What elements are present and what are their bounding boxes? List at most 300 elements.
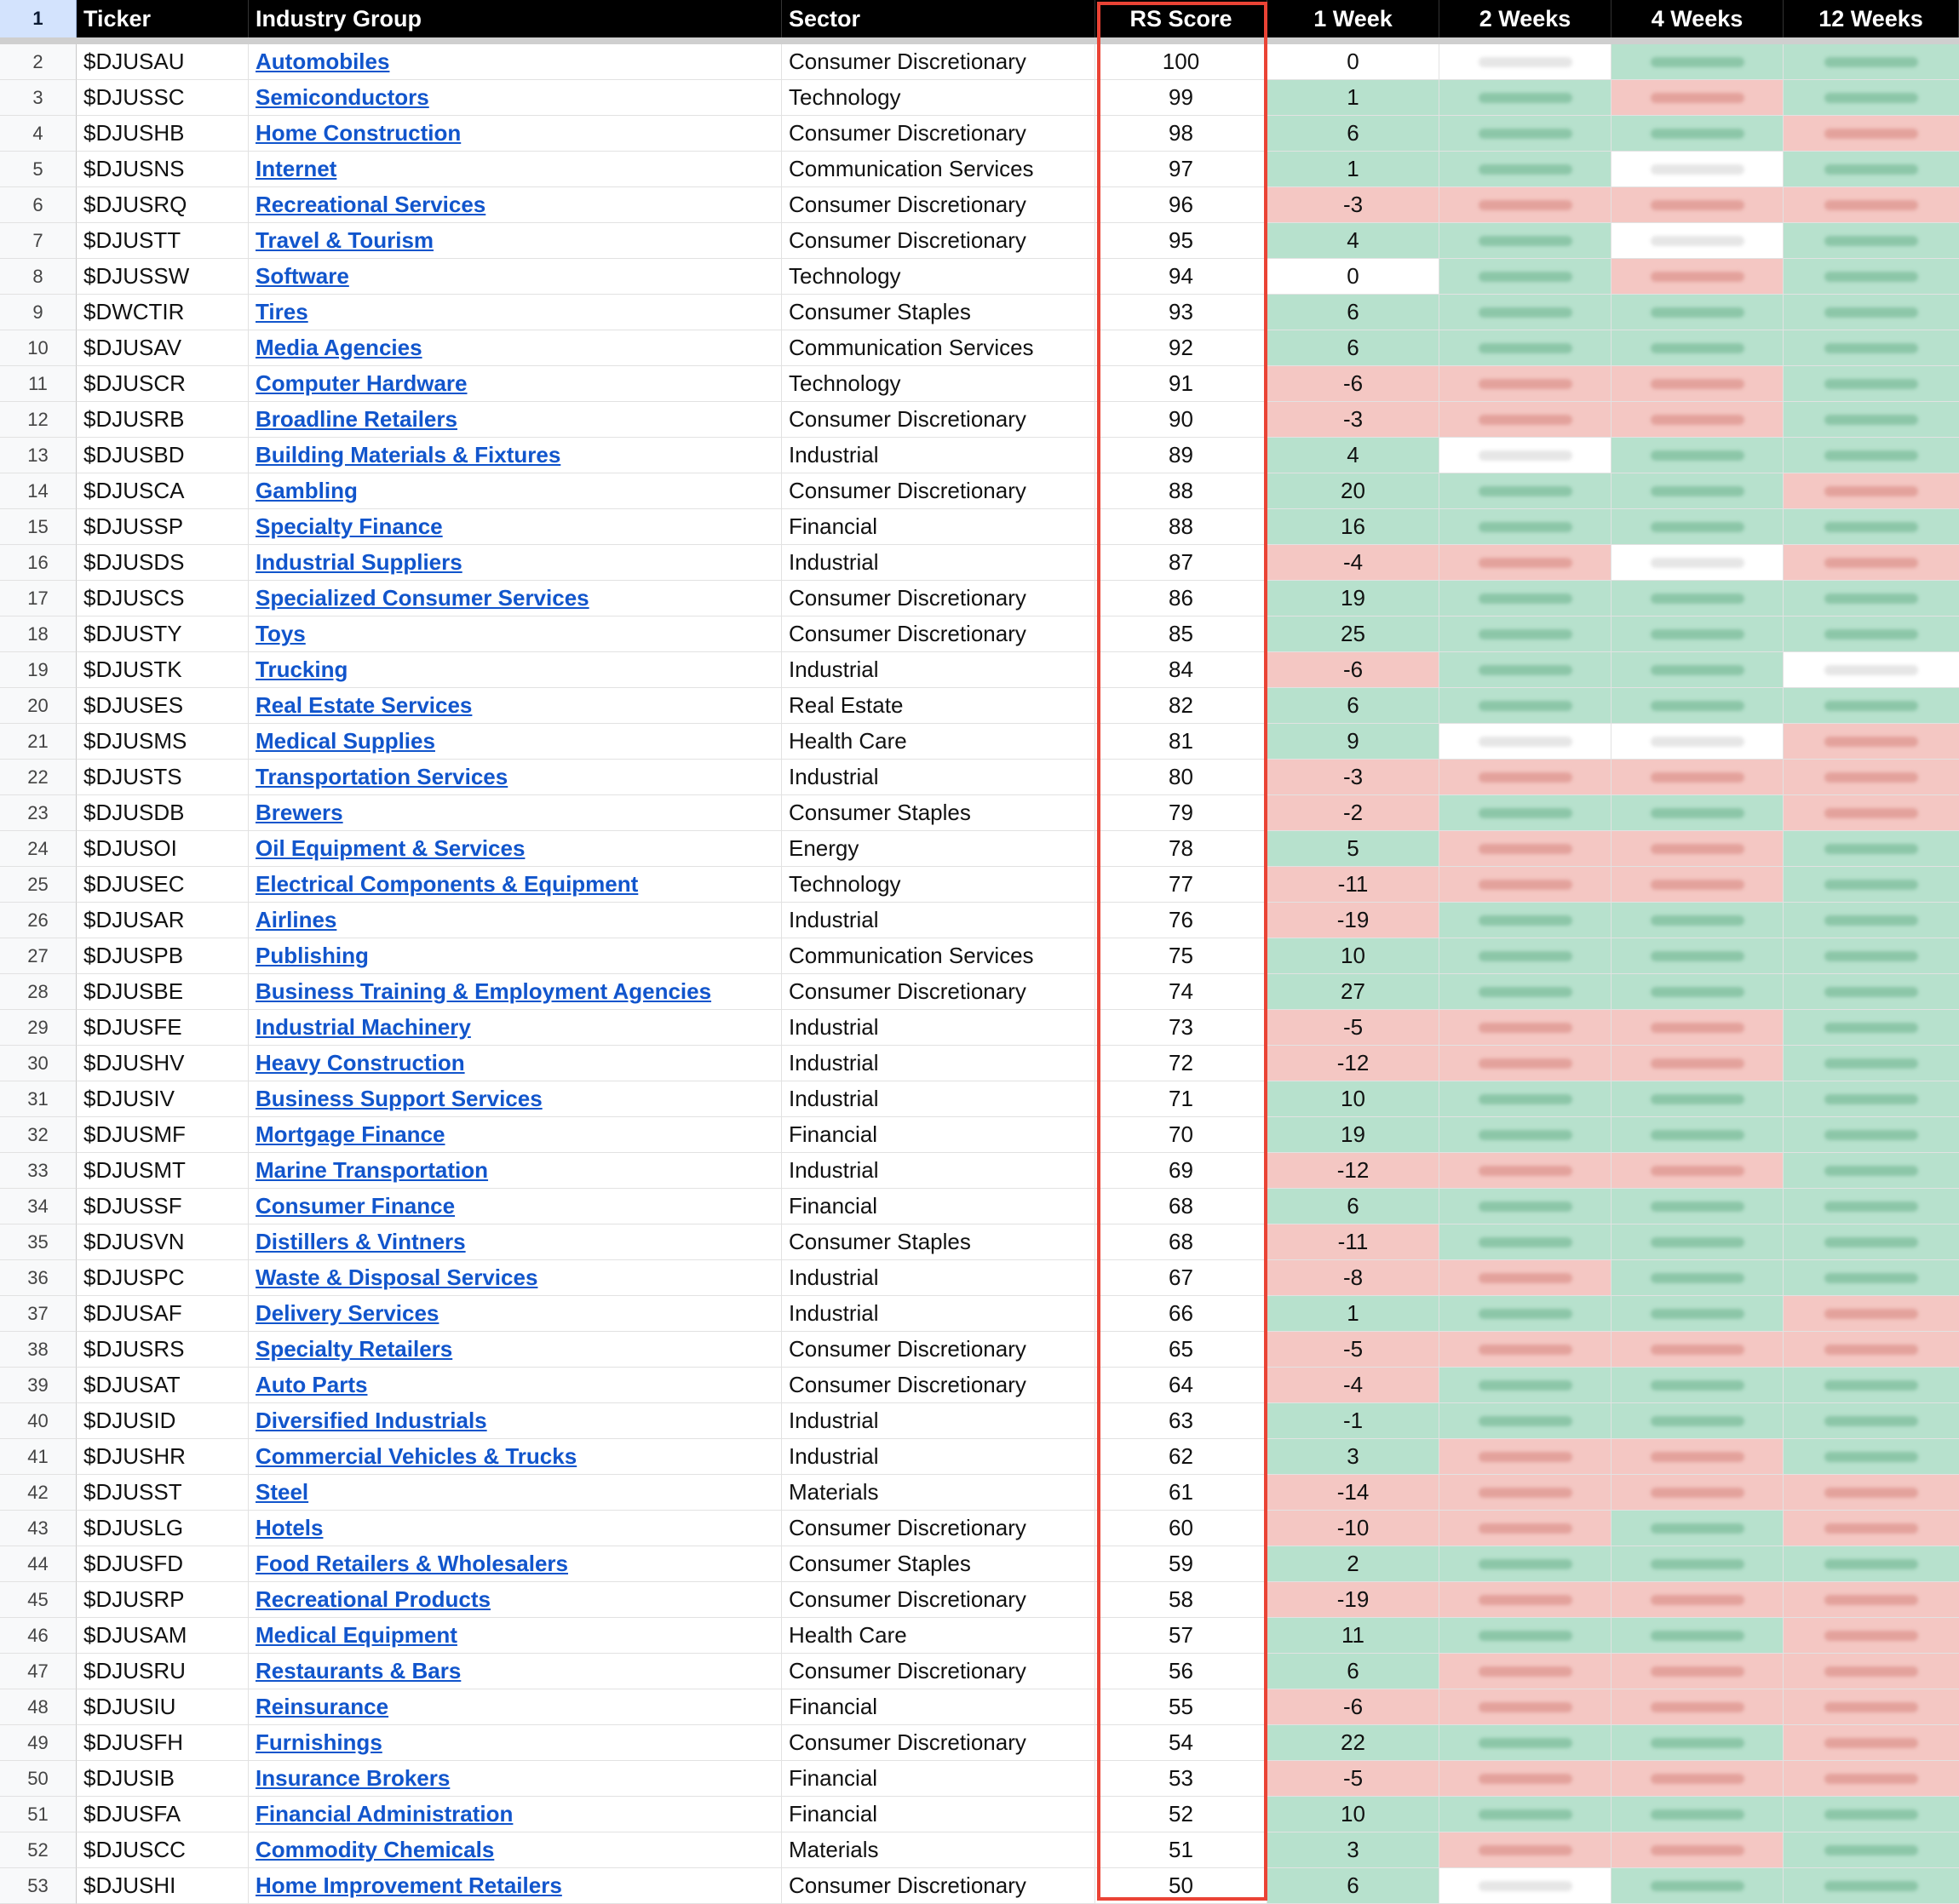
week-1-change-cell[interactable]: 3	[1267, 1439, 1439, 1475]
sector-cell[interactable]: Financial	[782, 1797, 1095, 1832]
weeks-2-change-cell[interactable]	[1439, 581, 1611, 617]
column-header-rs-score[interactable]: RS Score	[1095, 0, 1267, 37]
industry-group-cell[interactable]	[249, 617, 782, 652]
row-number[interactable]: 4	[0, 116, 77, 152]
sector-cell[interactable]: Industrial	[782, 1010, 1095, 1046]
weeks-2-change-cell[interactable]	[1439, 116, 1611, 152]
weeks-4-change-cell[interactable]	[1611, 366, 1784, 402]
industry-group-cell[interactable]	[249, 1153, 782, 1189]
ticker-cell[interactable]: $DJUSDB	[77, 795, 249, 831]
week-1-change-cell[interactable]: 4	[1267, 438, 1439, 473]
weeks-12-change-cell[interactable]	[1784, 652, 1959, 688]
weeks-2-change-cell[interactable]	[1439, 1511, 1611, 1546]
row-number[interactable]: 30	[0, 1046, 77, 1081]
week-1-change-cell[interactable]: -6	[1267, 366, 1439, 402]
weeks-2-change-cell[interactable]	[1439, 795, 1611, 831]
weeks-2-change-cell[interactable]	[1439, 1153, 1611, 1189]
weeks-12-change-cell[interactable]	[1784, 1832, 1959, 1868]
weeks-4-change-cell[interactable]	[1611, 116, 1784, 152]
row-number[interactable]: 49	[0, 1725, 77, 1761]
row-number[interactable]: 44	[0, 1546, 77, 1582]
rs-score-cell[interactable]: 82	[1095, 688, 1267, 724]
row-number[interactable]: 9	[0, 295, 77, 330]
row-number[interactable]: 47	[0, 1654, 77, 1689]
week-1-change-cell[interactable]: 6	[1267, 116, 1439, 152]
row-number[interactable]: 11	[0, 366, 77, 402]
weeks-2-change-cell[interactable]	[1439, 974, 1611, 1010]
weeks-2-change-cell[interactable]	[1439, 760, 1611, 795]
weeks-2-change-cell[interactable]	[1439, 1368, 1611, 1403]
weeks-2-change-cell[interactable]	[1439, 1260, 1611, 1296]
ticker-cell[interactable]: $DJUSCA	[77, 473, 249, 509]
ticker-cell[interactable]: $DWCTIR	[77, 295, 249, 330]
week-1-change-cell[interactable]: -19	[1267, 903, 1439, 938]
ticker-cell[interactable]: $DJUSCS	[77, 581, 249, 617]
week-1-change-cell[interactable]: 16	[1267, 509, 1439, 545]
weeks-2-change-cell[interactable]	[1439, 295, 1611, 330]
sector-cell[interactable]: Health Care	[782, 1618, 1095, 1654]
rs-score-cell[interactable]: 80	[1095, 760, 1267, 795]
column-header-1-week[interactable]: 1 Week	[1267, 0, 1439, 37]
ticker-cell[interactable]: $DJUSRQ	[77, 187, 249, 223]
industry-group-cell[interactable]	[249, 80, 782, 116]
weeks-12-change-cell[interactable]	[1784, 1475, 1959, 1511]
industry-group-cell[interactable]	[249, 259, 782, 295]
sector-cell[interactable]: Communication Services	[782, 152, 1095, 187]
industry-group-link[interactable]: Industrial Machinery	[256, 1014, 471, 1040]
rs-score-cell[interactable]: 50	[1095, 1868, 1267, 1904]
row-number[interactable]: 28	[0, 974, 77, 1010]
rs-score-cell[interactable]: 94	[1095, 259, 1267, 295]
week-1-change-cell[interactable]: -12	[1267, 1046, 1439, 1081]
weeks-12-change-cell[interactable]	[1784, 903, 1959, 938]
weeks-12-change-cell[interactable]	[1784, 187, 1959, 223]
industry-group-cell[interactable]	[249, 1117, 782, 1153]
ticker-cell[interactable]: $DJUSFE	[77, 1010, 249, 1046]
weeks-2-change-cell[interactable]	[1439, 152, 1611, 187]
sector-cell[interactable]: Consumer Discretionary	[782, 1582, 1095, 1618]
industry-group-cell[interactable]	[249, 187, 782, 223]
rs-score-cell[interactable]: 84	[1095, 652, 1267, 688]
weeks-12-change-cell[interactable]	[1784, 1797, 1959, 1832]
industry-group-cell[interactable]	[249, 44, 782, 80]
ticker-cell[interactable]: $DJUSES	[77, 688, 249, 724]
industry-group-link[interactable]: Specialty Retailers	[256, 1336, 453, 1362]
industry-group-link[interactable]: Travel & Tourism	[256, 227, 434, 253]
industry-group-cell[interactable]	[249, 903, 782, 938]
rs-score-cell[interactable]: 97	[1095, 152, 1267, 187]
weeks-4-change-cell[interactable]	[1611, 795, 1784, 831]
week-1-change-cell[interactable]: -4	[1267, 1368, 1439, 1403]
industry-group-link[interactable]: Commercial Vehicles & Trucks	[256, 1443, 577, 1469]
ticker-cell[interactable]: $DJUSAT	[77, 1368, 249, 1403]
sector-cell[interactable]: Consumer Discretionary	[782, 1368, 1095, 1403]
weeks-4-change-cell[interactable]	[1611, 259, 1784, 295]
industry-group-link[interactable]: Internet	[256, 156, 337, 181]
weeks-2-change-cell[interactable]	[1439, 1582, 1611, 1618]
rs-score-cell[interactable]: 74	[1095, 974, 1267, 1010]
ticker-cell[interactable]: $DJUSCR	[77, 366, 249, 402]
industry-group-cell[interactable]	[249, 545, 782, 581]
sector-cell[interactable]: Communication Services	[782, 330, 1095, 366]
industry-group-cell[interactable]	[249, 795, 782, 831]
ticker-cell[interactable]: $DJUSAR	[77, 903, 249, 938]
industry-group-link[interactable]: Reinsurance	[256, 1694, 389, 1719]
industry-group-link[interactable]: Commodity Chemicals	[256, 1837, 495, 1862]
week-1-change-cell[interactable]: -12	[1267, 1153, 1439, 1189]
industry-group-link[interactable]: Building Materials & Fixtures	[256, 442, 561, 467]
sector-cell[interactable]: Industrial	[782, 1260, 1095, 1296]
industry-group-cell[interactable]	[249, 867, 782, 903]
industry-group-link[interactable]: Consumer Finance	[256, 1193, 456, 1219]
weeks-12-change-cell[interactable]	[1784, 116, 1959, 152]
rs-score-cell[interactable]: 85	[1095, 617, 1267, 652]
rs-score-cell[interactable]: 88	[1095, 473, 1267, 509]
industry-group-cell[interactable]	[249, 1618, 782, 1654]
weeks-2-change-cell[interactable]	[1439, 438, 1611, 473]
week-1-change-cell[interactable]: 6	[1267, 330, 1439, 366]
weeks-12-change-cell[interactable]	[1784, 1010, 1959, 1046]
industry-group-cell[interactable]	[249, 1189, 782, 1224]
industry-group-link[interactable]: Transportation Services	[256, 764, 508, 789]
week-1-change-cell[interactable]: 10	[1267, 1797, 1439, 1832]
weeks-4-change-cell[interactable]	[1611, 1654, 1784, 1689]
weeks-4-change-cell[interactable]	[1611, 1797, 1784, 1832]
weeks-12-change-cell[interactable]	[1784, 1224, 1959, 1260]
weeks-4-change-cell[interactable]	[1611, 80, 1784, 116]
industry-group-link[interactable]: Semiconductors	[256, 84, 429, 110]
industry-group-cell[interactable]	[249, 831, 782, 867]
industry-group-cell[interactable]	[249, 473, 782, 509]
industry-group-cell[interactable]	[249, 1224, 782, 1260]
row-number[interactable]: 39	[0, 1368, 77, 1403]
ticker-cell[interactable]: $DJUSTT	[77, 223, 249, 259]
weeks-4-change-cell[interactable]	[1611, 1618, 1784, 1654]
rs-score-cell[interactable]: 98	[1095, 116, 1267, 152]
sector-cell[interactable]: Consumer Discretionary	[782, 617, 1095, 652]
industry-group-link[interactable]: Hotels	[256, 1515, 324, 1540]
weeks-12-change-cell[interactable]	[1784, 473, 1959, 509]
industry-group-cell[interactable]	[249, 1797, 782, 1832]
ticker-cell[interactable]: $DJUSHB	[77, 116, 249, 152]
week-1-change-cell[interactable]: -2	[1267, 795, 1439, 831]
weeks-4-change-cell[interactable]	[1611, 831, 1784, 867]
sector-cell[interactable]: Energy	[782, 831, 1095, 867]
weeks-4-change-cell[interactable]	[1611, 1153, 1784, 1189]
ticker-cell[interactable]: $DJUSTK	[77, 652, 249, 688]
week-1-change-cell[interactable]: 6	[1267, 295, 1439, 330]
weeks-4-change-cell[interactable]	[1611, 473, 1784, 509]
row-number[interactable]: 31	[0, 1081, 77, 1117]
industry-group-cell[interactable]	[249, 1761, 782, 1797]
rs-score-cell[interactable]: 76	[1095, 903, 1267, 938]
weeks-2-change-cell[interactable]	[1439, 688, 1611, 724]
rs-score-cell[interactable]: 79	[1095, 795, 1267, 831]
industry-group-cell[interactable]	[249, 581, 782, 617]
weeks-12-change-cell[interactable]	[1784, 438, 1959, 473]
row-number[interactable]: 20	[0, 688, 77, 724]
industry-group-link[interactable]: Industrial Suppliers	[256, 549, 462, 575]
weeks-2-change-cell[interactable]	[1439, 1046, 1611, 1081]
weeks-4-change-cell[interactable]	[1611, 1403, 1784, 1439]
rs-score-cell[interactable]: 52	[1095, 1797, 1267, 1832]
weeks-4-change-cell[interactable]	[1611, 903, 1784, 938]
weeks-12-change-cell[interactable]	[1784, 1332, 1959, 1368]
weeks-2-change-cell[interactable]	[1439, 938, 1611, 974]
rs-score-cell[interactable]: 73	[1095, 1010, 1267, 1046]
row-number[interactable]: 17	[0, 581, 77, 617]
row-number[interactable]: 40	[0, 1403, 77, 1439]
rs-score-cell[interactable]: 59	[1095, 1546, 1267, 1582]
rs-score-cell[interactable]: 86	[1095, 581, 1267, 617]
week-1-change-cell[interactable]: 19	[1267, 581, 1439, 617]
weeks-12-change-cell[interactable]	[1784, 330, 1959, 366]
weeks-4-change-cell[interactable]	[1611, 1224, 1784, 1260]
row-number[interactable]: 14	[0, 473, 77, 509]
weeks-4-change-cell[interactable]	[1611, 1475, 1784, 1511]
rs-score-cell[interactable]: 63	[1095, 1403, 1267, 1439]
weeks-4-change-cell[interactable]	[1611, 152, 1784, 187]
weeks-2-change-cell[interactable]	[1439, 1296, 1611, 1332]
industry-group-link[interactable]: Business Support Services	[256, 1086, 543, 1111]
week-1-change-cell[interactable]: 5	[1267, 831, 1439, 867]
row-number[interactable]: 53	[0, 1868, 77, 1904]
weeks-2-change-cell[interactable]	[1439, 867, 1611, 903]
industry-group-cell[interactable]	[249, 1868, 782, 1904]
industry-group-link[interactable]: Distillers & Vintners	[256, 1229, 466, 1254]
rs-score-cell[interactable]: 60	[1095, 1511, 1267, 1546]
week-1-change-cell[interactable]: 6	[1267, 688, 1439, 724]
sector-cell[interactable]: Consumer Staples	[782, 1224, 1095, 1260]
ticker-cell[interactable]: $DJUSLG	[77, 1511, 249, 1546]
column-header-ticker[interactable]: Ticker	[77, 0, 249, 37]
week-1-change-cell[interactable]: -3	[1267, 402, 1439, 438]
row-number-header[interactable]: 1	[0, 0, 77, 37]
rs-score-cell[interactable]: 68	[1095, 1224, 1267, 1260]
industry-group-cell[interactable]	[249, 1439, 782, 1475]
industry-group-cell[interactable]	[249, 402, 782, 438]
row-number[interactable]: 27	[0, 938, 77, 974]
rs-score-cell[interactable]: 88	[1095, 509, 1267, 545]
ticker-cell[interactable]: $DJUSFA	[77, 1797, 249, 1832]
rs-score-cell[interactable]: 65	[1095, 1332, 1267, 1368]
week-1-change-cell[interactable]: 25	[1267, 617, 1439, 652]
ticker-cell[interactable]: $DJUSTS	[77, 760, 249, 795]
rs-score-cell[interactable]: 70	[1095, 1117, 1267, 1153]
row-number[interactable]: 46	[0, 1618, 77, 1654]
sector-cell[interactable]: Financial	[782, 1761, 1095, 1797]
industry-group-cell[interactable]	[249, 652, 782, 688]
weeks-12-change-cell[interactable]	[1784, 402, 1959, 438]
row-number[interactable]: 43	[0, 1511, 77, 1546]
weeks-4-change-cell[interactable]	[1611, 1189, 1784, 1224]
sector-cell[interactable]: Consumer Discretionary	[782, 473, 1095, 509]
row-number[interactable]: 48	[0, 1689, 77, 1725]
week-1-change-cell[interactable]: 19	[1267, 1117, 1439, 1153]
sector-cell[interactable]: Industrial	[782, 438, 1095, 473]
ticker-cell[interactable]: $DJUSRP	[77, 1582, 249, 1618]
rs-score-cell[interactable]: 90	[1095, 402, 1267, 438]
week-1-change-cell[interactable]: 20	[1267, 473, 1439, 509]
weeks-2-change-cell[interactable]	[1439, 1010, 1611, 1046]
rs-score-cell[interactable]: 72	[1095, 1046, 1267, 1081]
rs-score-cell[interactable]: 89	[1095, 438, 1267, 473]
row-number[interactable]: 36	[0, 1260, 77, 1296]
weeks-4-change-cell[interactable]	[1611, 1368, 1784, 1403]
week-1-change-cell[interactable]: 0	[1267, 44, 1439, 80]
weeks-2-change-cell[interactable]	[1439, 509, 1611, 545]
weeks-4-change-cell[interactable]	[1611, 44, 1784, 80]
weeks-2-change-cell[interactable]	[1439, 1868, 1611, 1904]
weeks-12-change-cell[interactable]	[1784, 1046, 1959, 1081]
weeks-4-change-cell[interactable]	[1611, 1332, 1784, 1368]
weeks-2-change-cell[interactable]	[1439, 473, 1611, 509]
week-1-change-cell[interactable]: 3	[1267, 1832, 1439, 1868]
row-number[interactable]: 41	[0, 1439, 77, 1475]
ticker-cell[interactable]: $DJUSMS	[77, 724, 249, 760]
week-1-change-cell[interactable]: 0	[1267, 259, 1439, 295]
ticker-cell[interactable]: $DJUSAV	[77, 330, 249, 366]
rs-score-cell[interactable]: 69	[1095, 1153, 1267, 1189]
row-number[interactable]: 52	[0, 1832, 77, 1868]
weeks-12-change-cell[interactable]	[1784, 1546, 1959, 1582]
weeks-4-change-cell[interactable]	[1611, 724, 1784, 760]
week-1-change-cell[interactable]: -6	[1267, 1689, 1439, 1725]
ticker-cell[interactable]: $DJUSRU	[77, 1654, 249, 1689]
weeks-12-change-cell[interactable]	[1784, 223, 1959, 259]
row-number[interactable]: 8	[0, 259, 77, 295]
week-1-change-cell[interactable]: -4	[1267, 545, 1439, 581]
week-1-change-cell[interactable]: -10	[1267, 1511, 1439, 1546]
weeks-2-change-cell[interactable]	[1439, 80, 1611, 116]
week-1-change-cell[interactable]: 4	[1267, 223, 1439, 259]
industry-group-link[interactable]: Specialty Finance	[256, 513, 443, 539]
week-1-change-cell[interactable]: 1	[1267, 152, 1439, 187]
industry-group-cell[interactable]	[249, 1582, 782, 1618]
weeks-2-change-cell[interactable]	[1439, 1761, 1611, 1797]
week-1-change-cell[interactable]: 6	[1267, 1868, 1439, 1904]
week-1-change-cell[interactable]: 11	[1267, 1618, 1439, 1654]
ticker-cell[interactable]: $DJUSVN	[77, 1224, 249, 1260]
industry-group-link[interactable]: Steel	[256, 1479, 309, 1505]
row-number[interactable]: 19	[0, 652, 77, 688]
weeks-12-change-cell[interactable]	[1784, 831, 1959, 867]
weeks-12-change-cell[interactable]	[1784, 938, 1959, 974]
week-1-change-cell[interactable]: -14	[1267, 1475, 1439, 1511]
industry-group-link[interactable]: Oil Equipment & Services	[256, 835, 526, 861]
column-header-4-weeks[interactable]: 4 Weeks	[1611, 0, 1784, 37]
industry-group-link[interactable]: Recreational Products	[256, 1586, 491, 1612]
weeks-4-change-cell[interactable]	[1611, 1117, 1784, 1153]
column-header-industry-group[interactable]: Industry Group	[249, 0, 782, 37]
weeks-2-change-cell[interactable]	[1439, 1797, 1611, 1832]
weeks-4-change-cell[interactable]	[1611, 1046, 1784, 1081]
sector-cell[interactable]: Real Estate	[782, 688, 1095, 724]
weeks-2-change-cell[interactable]	[1439, 831, 1611, 867]
weeks-2-change-cell[interactable]	[1439, 617, 1611, 652]
row-number[interactable]: 35	[0, 1224, 77, 1260]
weeks-2-change-cell[interactable]	[1439, 259, 1611, 295]
ticker-cell[interactable]: $DJUSIU	[77, 1689, 249, 1725]
industry-group-link[interactable]: Food Retailers & Wholesalers	[256, 1551, 568, 1576]
week-1-change-cell[interactable]: 27	[1267, 974, 1439, 1010]
row-number[interactable]: 33	[0, 1153, 77, 1189]
week-1-change-cell[interactable]: 22	[1267, 1725, 1439, 1761]
sector-cell[interactable]: Financial	[782, 1117, 1095, 1153]
rs-score-cell[interactable]: 93	[1095, 295, 1267, 330]
weeks-2-change-cell[interactable]	[1439, 724, 1611, 760]
industry-group-link[interactable]: Medical Supplies	[256, 728, 435, 754]
industry-group-cell[interactable]	[249, 438, 782, 473]
weeks-12-change-cell[interactable]	[1784, 617, 1959, 652]
industry-group-link[interactable]: Waste & Disposal Services	[256, 1265, 538, 1290]
weeks-2-change-cell[interactable]	[1439, 402, 1611, 438]
weeks-12-change-cell[interactable]	[1784, 295, 1959, 330]
week-1-change-cell[interactable]: -5	[1267, 1332, 1439, 1368]
industry-group-cell[interactable]	[249, 974, 782, 1010]
weeks-2-change-cell[interactable]	[1439, 1689, 1611, 1725]
row-number[interactable]: 32	[0, 1117, 77, 1153]
weeks-2-change-cell[interactable]	[1439, 1832, 1611, 1868]
sector-cell[interactable]: Consumer Discretionary	[782, 581, 1095, 617]
weeks-2-change-cell[interactable]	[1439, 1439, 1611, 1475]
rs-score-cell[interactable]: 67	[1095, 1260, 1267, 1296]
sector-cell[interactable]: Financial	[782, 509, 1095, 545]
rs-score-cell[interactable]: 71	[1095, 1081, 1267, 1117]
industry-group-cell[interactable]	[249, 1081, 782, 1117]
week-1-change-cell[interactable]: 10	[1267, 938, 1439, 974]
week-1-change-cell[interactable]: -3	[1267, 187, 1439, 223]
ticker-cell[interactable]: $DJUSEC	[77, 867, 249, 903]
weeks-2-change-cell[interactable]	[1439, 1618, 1611, 1654]
weeks-2-change-cell[interactable]	[1439, 1654, 1611, 1689]
weeks-12-change-cell[interactable]	[1784, 581, 1959, 617]
weeks-2-change-cell[interactable]	[1439, 366, 1611, 402]
weeks-12-change-cell[interactable]	[1784, 545, 1959, 581]
sector-cell[interactable]: Technology	[782, 867, 1095, 903]
row-number[interactable]: 37	[0, 1296, 77, 1332]
rs-score-cell[interactable]: 61	[1095, 1475, 1267, 1511]
row-number[interactable]: 12	[0, 402, 77, 438]
rs-score-cell[interactable]: 96	[1095, 187, 1267, 223]
row-number[interactable]: 5	[0, 152, 77, 187]
ticker-cell[interactable]: $DJUSRS	[77, 1332, 249, 1368]
sector-cell[interactable]: Consumer Discretionary	[782, 974, 1095, 1010]
ticker-cell[interactable]: $DJUSIV	[77, 1081, 249, 1117]
weeks-2-change-cell[interactable]	[1439, 903, 1611, 938]
sector-cell[interactable]: Financial	[782, 1189, 1095, 1224]
sector-cell[interactable]: Health Care	[782, 724, 1095, 760]
industry-group-cell[interactable]	[249, 1832, 782, 1868]
rs-score-cell[interactable]: 68	[1095, 1189, 1267, 1224]
weeks-2-change-cell[interactable]	[1439, 1117, 1611, 1153]
weeks-2-change-cell[interactable]	[1439, 1725, 1611, 1761]
weeks-12-change-cell[interactable]	[1784, 1689, 1959, 1725]
weeks-12-change-cell[interactable]	[1784, 1368, 1959, 1403]
industry-group-link[interactable]: Financial Administration	[256, 1801, 514, 1827]
industry-group-link[interactable]: Auto Parts	[256, 1372, 368, 1397]
sector-cell[interactable]: Industrial	[782, 652, 1095, 688]
weeks-4-change-cell[interactable]	[1611, 1832, 1784, 1868]
industry-group-cell[interactable]	[249, 295, 782, 330]
weeks-2-change-cell[interactable]	[1439, 545, 1611, 581]
week-1-change-cell[interactable]: -5	[1267, 1761, 1439, 1797]
sector-cell[interactable]: Industrial	[782, 1153, 1095, 1189]
weeks-4-change-cell[interactable]	[1611, 1010, 1784, 1046]
ticker-cell[interactable]: $DJUSTY	[77, 617, 249, 652]
rs-score-cell[interactable]: 57	[1095, 1618, 1267, 1654]
weeks-12-change-cell[interactable]	[1784, 1582, 1959, 1618]
